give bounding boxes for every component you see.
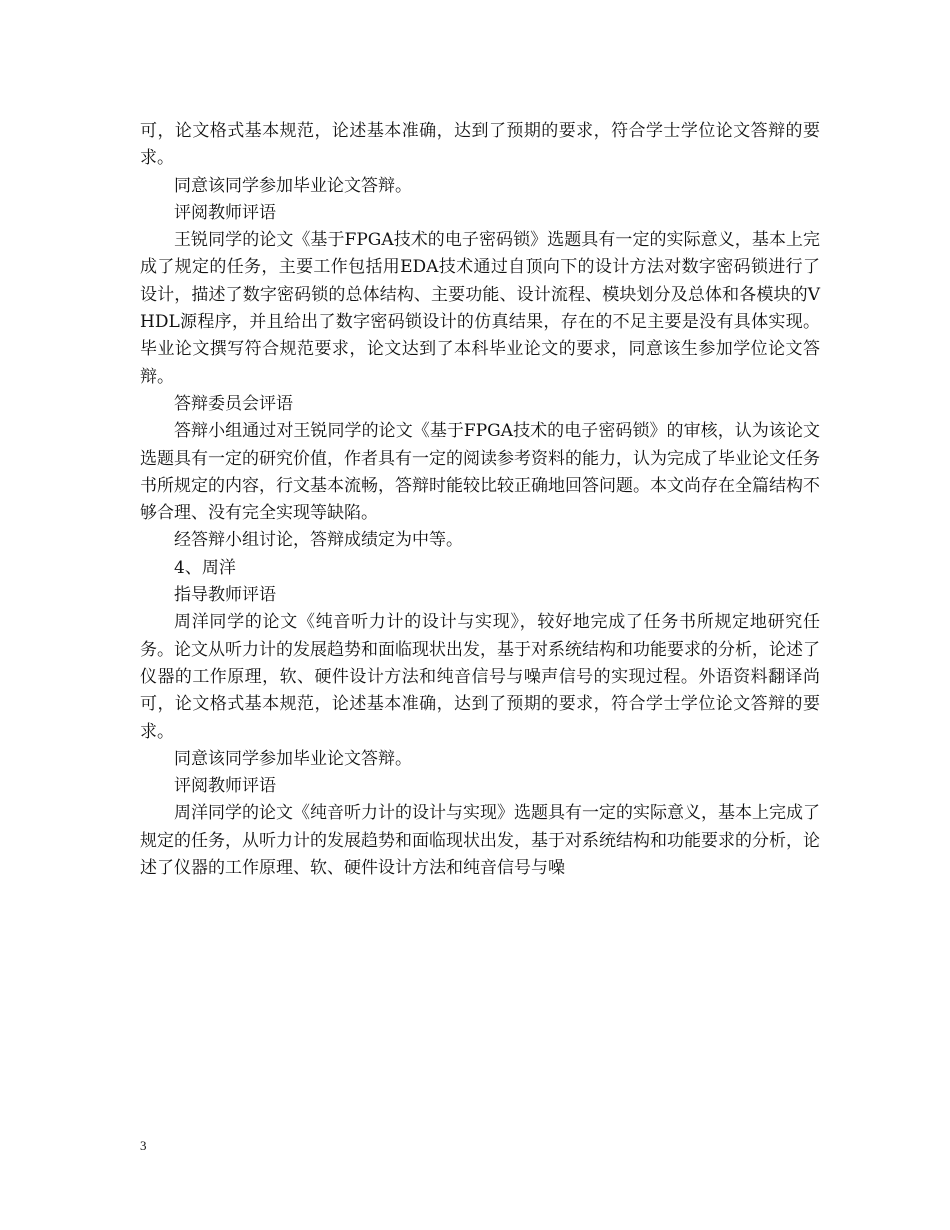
paragraph-consent-2: 同意该同学参加毕业论文答辩。 (174, 748, 412, 769)
paragraph-defense-grade: 经答辩小组讨论，答辩成绩定为中等。 (174, 530, 463, 551)
paragraph-consent-1: 同意该同学参加毕业论文答辩。 (174, 175, 412, 196)
heading-student-zhouyang: 4、周洋 (174, 557, 236, 578)
paragraph-committee-comment-wangrui: 答辩小组通过对王锐同学的论文《基于FPGA技术的电子密码锁》的审核，认为该论文选题具有一定的研究价值，作者具有一定的阅读参考资料的能力，认为完成了毕业论文任务书所规定的内容，行文基本流畅，答辩时能较比较正确地回答问题。本文尚存在全篇结构不够合理、没有完全实现等缺陷。 (140, 421, 820, 524)
page-number: 3 (140, 1138, 147, 1153)
paragraph-reviewer-comment-wangrui: 王锐同学的论文《基于FPGA技术的电子密码锁》选题具有一定的实际意义，基本上完成了规定的任务，主要工作包括用EDA技术通过自顶向下的设计方法对数字密码锁进行了设计，描述了数字密码锁的总体结构、主要功能、设计流程、模块划分及总体和各模块的VHDL源程序，并且给出了数字密码锁设计的仿真结果，存在的不足主要是没有具体实现。毕业论文撰写符合规范要求，论文达到了本科毕业论文的要求，同意该生参加学位论文答辩。 (140, 230, 820, 387)
paragraph-reviewer-comment-zhouyang: 周洋同学的论文《纯音听力计的设计与实现》选题具有一定的实际意义，基本上完成了规定的任务，从听力计的发展趋势和面临现状出发，基于对系统结构和功能要求的分析，论述了仪器的工作原理、软、硬件设计方法和纯音信号与噪 (140, 803, 820, 879)
heading-advisor-comment: 指导教师评语 (174, 585, 276, 606)
heading-reviewer-comment-2: 评阅教师评语 (174, 776, 276, 797)
heading-reviewer-comment-1: 评阅教师评语 (174, 202, 276, 223)
document-body (140, 118, 820, 882)
heading-committee-comment: 答辩委员会评语 (174, 393, 293, 414)
paragraph-continuation: 可，论文格式基本规范，论述基本准确，达到了预期的要求，符合学士学位论文答辩的要求。 (140, 121, 820, 169)
paragraph-advisor-comment-zhouyang: 周洋同学的论文《纯音听力计的设计与实现》，较好地完成了任务书所规定地研究任务。论文从听力计的发展趋势和面临现状出发，基于对系统结构和功能要求的分析，论述了仪器的工作原理，软、硬件设计方法和纯音信号与噪声信号的实现过程。外语资料翻译尚可，论文格式基本规范，论述基本准确，达到了预期的要求，符合学士学位论文答辩的要求。 (140, 612, 820, 742)
